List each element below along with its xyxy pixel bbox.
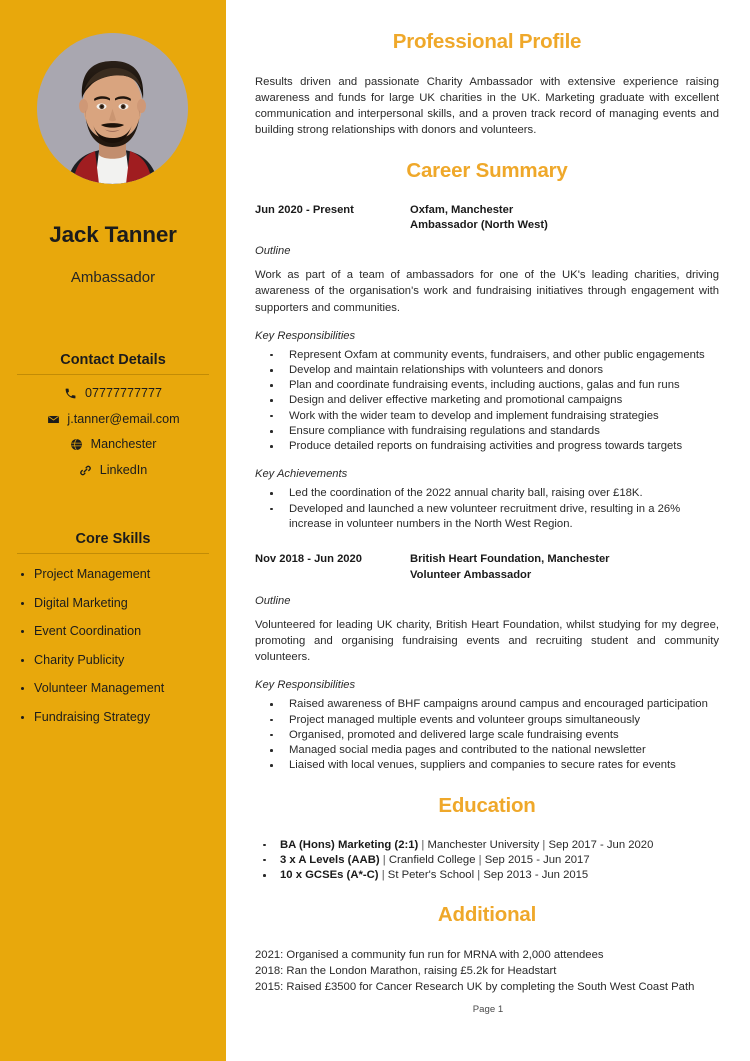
list-item: Represent Oxfam at community events, fundraisers, and other public engagements: [255, 348, 719, 363]
job-employer-title: [410, 552, 719, 583]
education-institution: Manchester University: [427, 838, 540, 851]
section-title-additional: Additional: [437, 903, 537, 927]
list-item: Plan and coordinate fundraising events, including auctions, galas and fun runs: [255, 378, 719, 393]
additional-line: 2021: Organised a community fun run for MRNA with 2,000 attendees: [255, 949, 604, 962]
education-separator: |: [378, 869, 388, 882]
section-title-education: Education: [438, 793, 536, 817]
phone-icon: [64, 387, 78, 401]
job-header: [255, 552, 719, 583]
contact-list: [0, 386, 226, 478]
job-employer-title: [410, 203, 719, 234]
list-item: Charity Publicity: [20, 653, 226, 668]
list-item: [255, 868, 719, 883]
list-item: Organised, promoted and delivered large scale fundraising events: [255, 728, 719, 743]
avatar: [37, 33, 188, 184]
achievements-label: Key Achievements: [255, 468, 348, 481]
responsibilities-list: [255, 697, 719, 773]
education-list: [255, 838, 719, 884]
professional-profile-text: Results driven and passionate Charity Ambassador with extensive experience raising awareness and funds for large UK charities in the UK. Marketing graduate with excellent communication and interpersonal skills, and a proven track record of managing events and building strong relationships with donors and volunteers.: [255, 76, 719, 137]
education-separator: |: [474, 869, 484, 882]
list-item: Digital Marketing: [20, 596, 226, 611]
outline-label: Outline: [255, 594, 291, 607]
education-dates: Sep 2017 - Jun 2020: [548, 838, 654, 851]
responsibilities-label: Key Responsibilities: [255, 329, 356, 342]
list-item: Project managed multiple events and volunteer groups simultaneously: [255, 713, 719, 728]
job-title: Volunteer Ambassador: [410, 568, 532, 581]
contact-item-location[interactable]: [0, 437, 226, 452]
link-icon: [79, 463, 93, 477]
education-qualification: 3 x A Levels (AAB): [280, 853, 380, 866]
list-item: Raised awareness of BHF campaigns around campus and encouraged participation: [255, 697, 719, 712]
profile-photo: [37, 33, 188, 184]
education-separator: |: [379, 853, 389, 866]
education-dates: Sep 2013 - Jun 2015: [483, 869, 589, 882]
education-dates: Sep 2015 - Jun 2017: [484, 853, 590, 866]
education-separator: |: [475, 853, 485, 866]
candidate-name: Jack Tanner: [49, 222, 177, 247]
section-title-career-summary: Career Summary: [406, 158, 568, 182]
envelope-icon: [46, 412, 60, 426]
job-entry: [255, 552, 719, 773]
contact-phone-value: 07777777777: [84, 386, 163, 400]
job-dates: Jun 2020 - Present: [255, 203, 354, 216]
sidebar: [0, 0, 226, 1061]
additional-lines: [255, 947, 719, 995]
candidate-role: Ambassador: [70, 269, 156, 286]
list-item: Produce detailed reports on fundraising activities and progress towards targets: [255, 439, 719, 454]
education-qualification: BA (Hons) Marketing (2:1): [280, 838, 419, 851]
additional-line: 2018: Ran the London Marathon, raising £5.2k for Headstart: [255, 965, 557, 978]
globe-icon: [70, 438, 84, 452]
additional-line: 2015: Raised £3500 for Cancer Research UK by completing the South West Coast Path: [255, 981, 695, 994]
list-item: Work with the wider team to develop and implement fundraising strategies: [255, 409, 719, 424]
contact-item-email[interactable]: [0, 412, 226, 427]
core-skills-divider: [17, 553, 209, 554]
responsibilities-list: [255, 348, 719, 455]
responsibilities-label: Key Responsibilities: [255, 679, 356, 692]
contact-divider: [17, 374, 209, 375]
list-item: Develop and maintain relationships with volunteers and donors: [255, 363, 719, 378]
education-separator: |: [539, 838, 549, 851]
contact-details-title: Contact Details: [60, 352, 166, 368]
list-item: Volunteer Management: [20, 681, 226, 696]
job-employer: Oxfam, Manchester: [410, 203, 514, 216]
contact-item-phone[interactable]: [0, 386, 226, 401]
education-institution: St Peter's School: [387, 869, 475, 882]
main-content: [226, 0, 750, 1061]
job-outline: Volunteered for leading UK charity, British Heart Foundation, whilst studying for my degree, promoting and organising fundraising events and recruiting student and community volunteers.: [255, 618, 719, 664]
education-qualification: 10 x GCSEs (A*-C): [280, 869, 379, 882]
contact-email-value: j.tanner@email.com: [67, 411, 180, 426]
list-item: Ensure compliance with fundraising regulations and standards: [255, 424, 719, 439]
outline-label: Outline: [255, 245, 291, 258]
list-item: [255, 853, 719, 868]
list-item: Led the coordination of the 2022 annual charity ball, raising over £18K.: [255, 486, 719, 501]
page-footer: Page 1: [472, 1004, 504, 1015]
contact-details-section: [0, 352, 226, 488]
section-title-professional-profile: Professional Profile: [392, 30, 582, 53]
job-title: Ambassador (North West): [410, 218, 548, 231]
core-skills-title: Core Skills: [75, 531, 151, 547]
list-item: Liaised with local venues, suppliers and companies to secure rates for events: [255, 758, 719, 773]
job-entry: [255, 203, 719, 533]
list-item: Fundraising Strategy: [20, 710, 226, 725]
education-separator: |: [418, 838, 428, 851]
contact-linkedin-value: LinkedIn: [99, 462, 148, 477]
job-header: [255, 203, 719, 234]
contact-item-linkedin[interactable]: [0, 463, 226, 478]
list-item: Design and deliver effective marketing and promotional campaigns: [255, 393, 719, 408]
job-outline: Work as part of a team of ambassadors for one of the UK's leading charities, driving awareness of the organisation's work and fundraising initiatives through engagement with supporters and communities.: [255, 269, 719, 314]
list-item: Project Management: [20, 567, 226, 582]
core-skills-list: [0, 567, 226, 725]
contact-location-value: Manchester: [90, 437, 157, 452]
job-employer: British Heart Foundation, Manchester: [410, 553, 610, 566]
list-item: Developed and launched a new volunteer recruitment drive, resulting in a 26% increase in volunteer numbers in the North West Region.: [255, 502, 719, 533]
education-institution: Cranfield College: [388, 853, 476, 866]
job-dates: Nov 2018 - Jun 2020: [255, 553, 362, 566]
list-item: [255, 838, 719, 853]
list-item: Managed social media pages and contributed to the national newsletter: [255, 743, 719, 758]
core-skills-section: [0, 531, 226, 739]
achievements-list: [255, 486, 719, 532]
list-item: Event Coordination: [20, 624, 226, 639]
